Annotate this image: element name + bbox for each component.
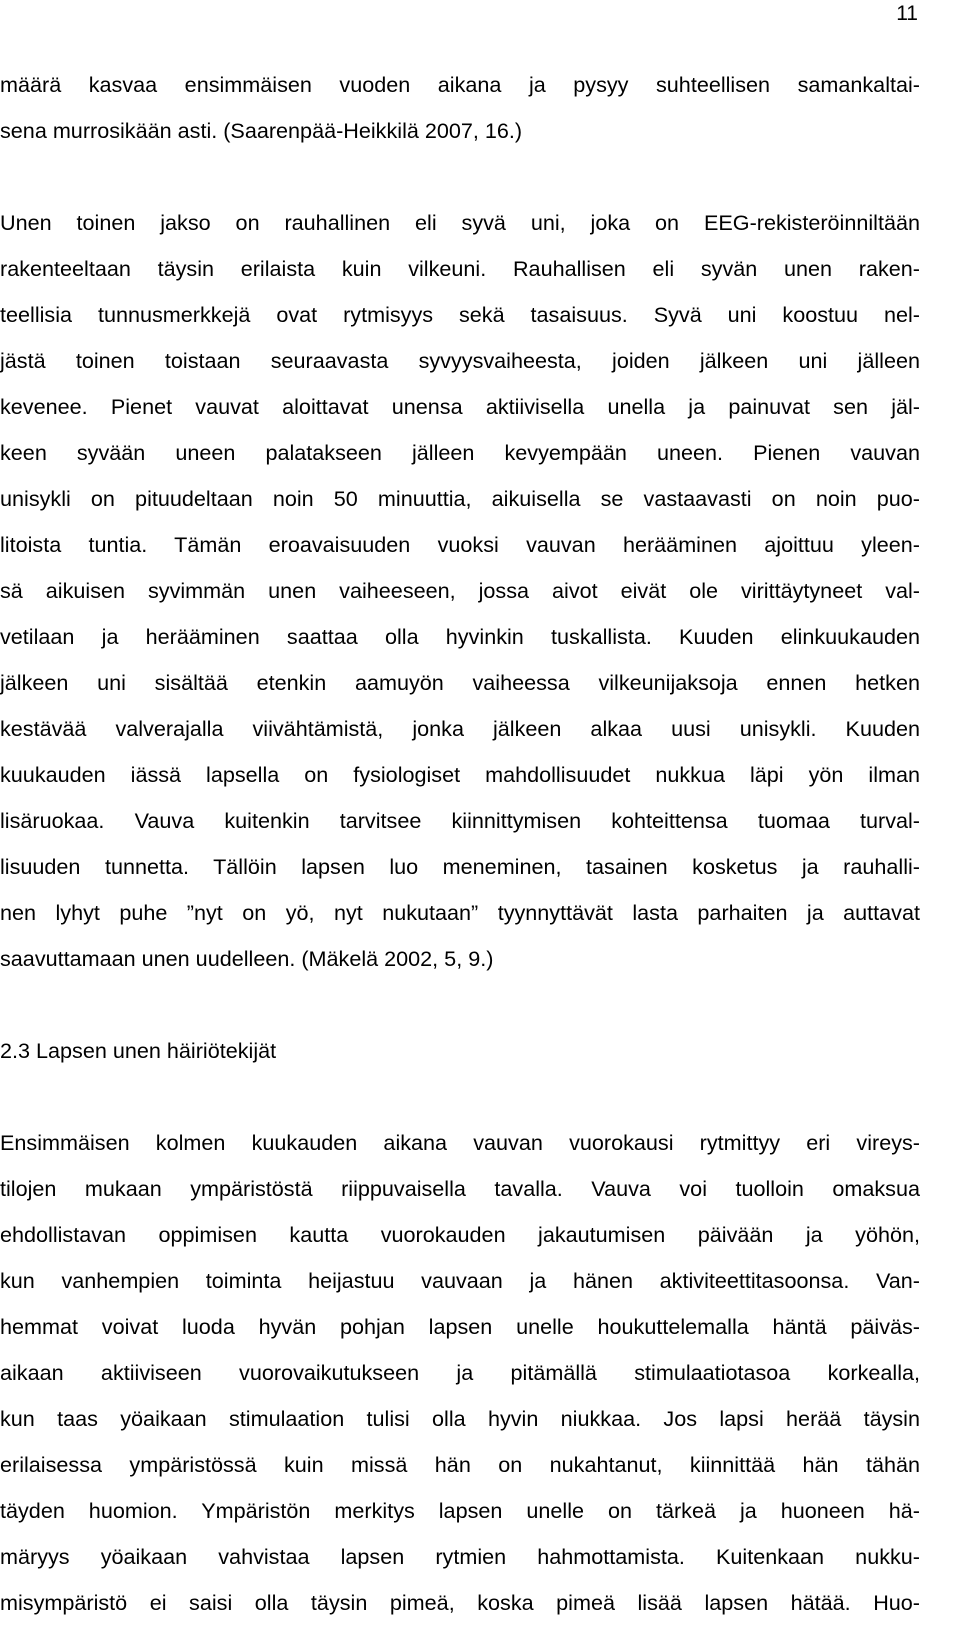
text-line: jästä toinen toistaan seuraavasta syvyysvaiheesta, joiden jälkeen uni jälleen	[0, 348, 920, 373]
document-body	[0, 62, 920, 1626]
text-line: misympäristö ei saisi olla täysin pimeä, koska pimeä lisää lapsen hätää. Huo-	[0, 1590, 920, 1615]
text-line: hemmat voivat luoda hyvän pohjan lapsen unelle houkuttelemalla häntä päiväs-	[0, 1314, 920, 1339]
text-line: kestävää valverajalla viivähtämistä, jonka jälkeen alkaa uusi unisykli. Kuuden	[0, 716, 920, 741]
text-line: sä aikuisen syvimmän unen vaiheeseen, jossa aivot eivät ole virittäytyneet val-	[0, 578, 920, 603]
text-line: kevenee. Pienet vauvat aloittavat unensa aktiivisella unella ja painuvat sen jäl-	[0, 394, 920, 419]
text-line: märyys yöaikaan vahvistaa lapsen rytmien hahmottamista. Kuitenkaan nukku-	[0, 1544, 920, 1569]
text-line: ehdollistavan oppimisen kautta vuorokauden jakautumisen päivään ja yöhön,	[0, 1222, 920, 1247]
text-line: Unen toinen jakso on rauhallinen eli syvä uni, joka on EEG-rekisteröinniltään	[0, 210, 920, 235]
text-line: sena murrosikään asti. (Saarenpää-Heikkilä 2007, 16.)	[0, 118, 523, 143]
section-heading: 2.3 Lapsen unen häiriötekijät	[0, 1038, 277, 1063]
text-line: jälkeen uni sisältää etenkin aamuyön vaiheessa vilkeunijaksoja ennen hetken	[0, 670, 920, 695]
text-line: teellisia tunnusmerkkejä ovat rytmisyys sekä tasaisuus. Syvä uni koostuu nel-	[0, 302, 920, 327]
text-line: saavuttamaan unen uudelleen. (Mäkelä 2002, 5, 9.)	[0, 946, 494, 971]
text-line: vetilaan ja herääminen saattaa olla hyvinkin tuskallista. Kuuden elinkuukauden	[0, 624, 920, 649]
text-line: Ensimmäisen kolmen kuukauden aikana vauvan vuorokausi rytmittyy eri vireys-	[0, 1130, 920, 1155]
text-line: aikaan aktiiviseen vuorovaikutukseen ja pitämällä stimulaatiotasoa korkealla,	[0, 1360, 920, 1385]
text-line: unisykli on pituudeltaan noin 50 minuuttia, aikuisella se vastaavasti on noin puo-	[0, 486, 920, 511]
paragraph-gap	[0, 1074, 920, 1120]
text-line: täyden huomion. Ympäristön merkitys lapsen unelle on tärkeä ja huoneen hä-	[0, 1498, 920, 1523]
text-line: lisuuden tunnetta. Tällöin lapsen luo meneminen, tasainen kosketus ja rauhalli-	[0, 854, 920, 879]
text-line: kun vanhempien toiminta heijastuu vauvaan ja hänen aktiviteettitasoonsa. Van-	[0, 1268, 920, 1293]
text-line: rakenteeltaan täysin erilaista kuin vilkeuni. Rauhallisen eli syvän unen raken-	[0, 256, 920, 281]
paragraph-gap	[0, 154, 920, 200]
text-line: kuukauden iässä lapsella on fysiologiset mahdollisuudet nukkua läpi yön ilman	[0, 762, 920, 787]
text-line: nen lyhyt puhe ”nyt on yö, nyt nukutaan” tyynnyttävät lasta parhaiten ja auttavat	[0, 900, 920, 925]
text-line: lisäruokaa. Vauva kuitenkin tarvitsee kiinnittymisen kohteittensa tuomaa turval-	[0, 808, 920, 833]
paragraph-1	[0, 62, 920, 154]
text-line: tilojen mukaan ympäristöstä riippuvaisella tavalla. Vauva voi tuolloin omaksua	[0, 1176, 920, 1201]
paragraph-gap	[0, 982, 920, 1028]
paragraph-2	[0, 200, 920, 982]
paragraph-3	[0, 1120, 920, 1626]
text-line: litoista tuntia. Tämän eroavaisuuden vuoksi vauvan herääminen ajoittuu yleen-	[0, 532, 920, 557]
text-line: kun taas yöaikaan stimulaation tulisi olla hyvin niukkaa. Jos lapsi herää täysin	[0, 1406, 920, 1431]
page-number: 11	[896, 2, 918, 25]
text-line: määrä kasvaa ensimmäisen vuoden aikana ja pysyy suhteellisen samankaltai-	[0, 72, 920, 97]
text-line: keen syvään uneen palatakseen jälleen kevyempään uneen. Pienen vauvan	[0, 440, 920, 465]
text-line: erilaisessa ympäristössä kuin missä hän on nukahtanut, kiinnittää hän tähän	[0, 1452, 920, 1477]
